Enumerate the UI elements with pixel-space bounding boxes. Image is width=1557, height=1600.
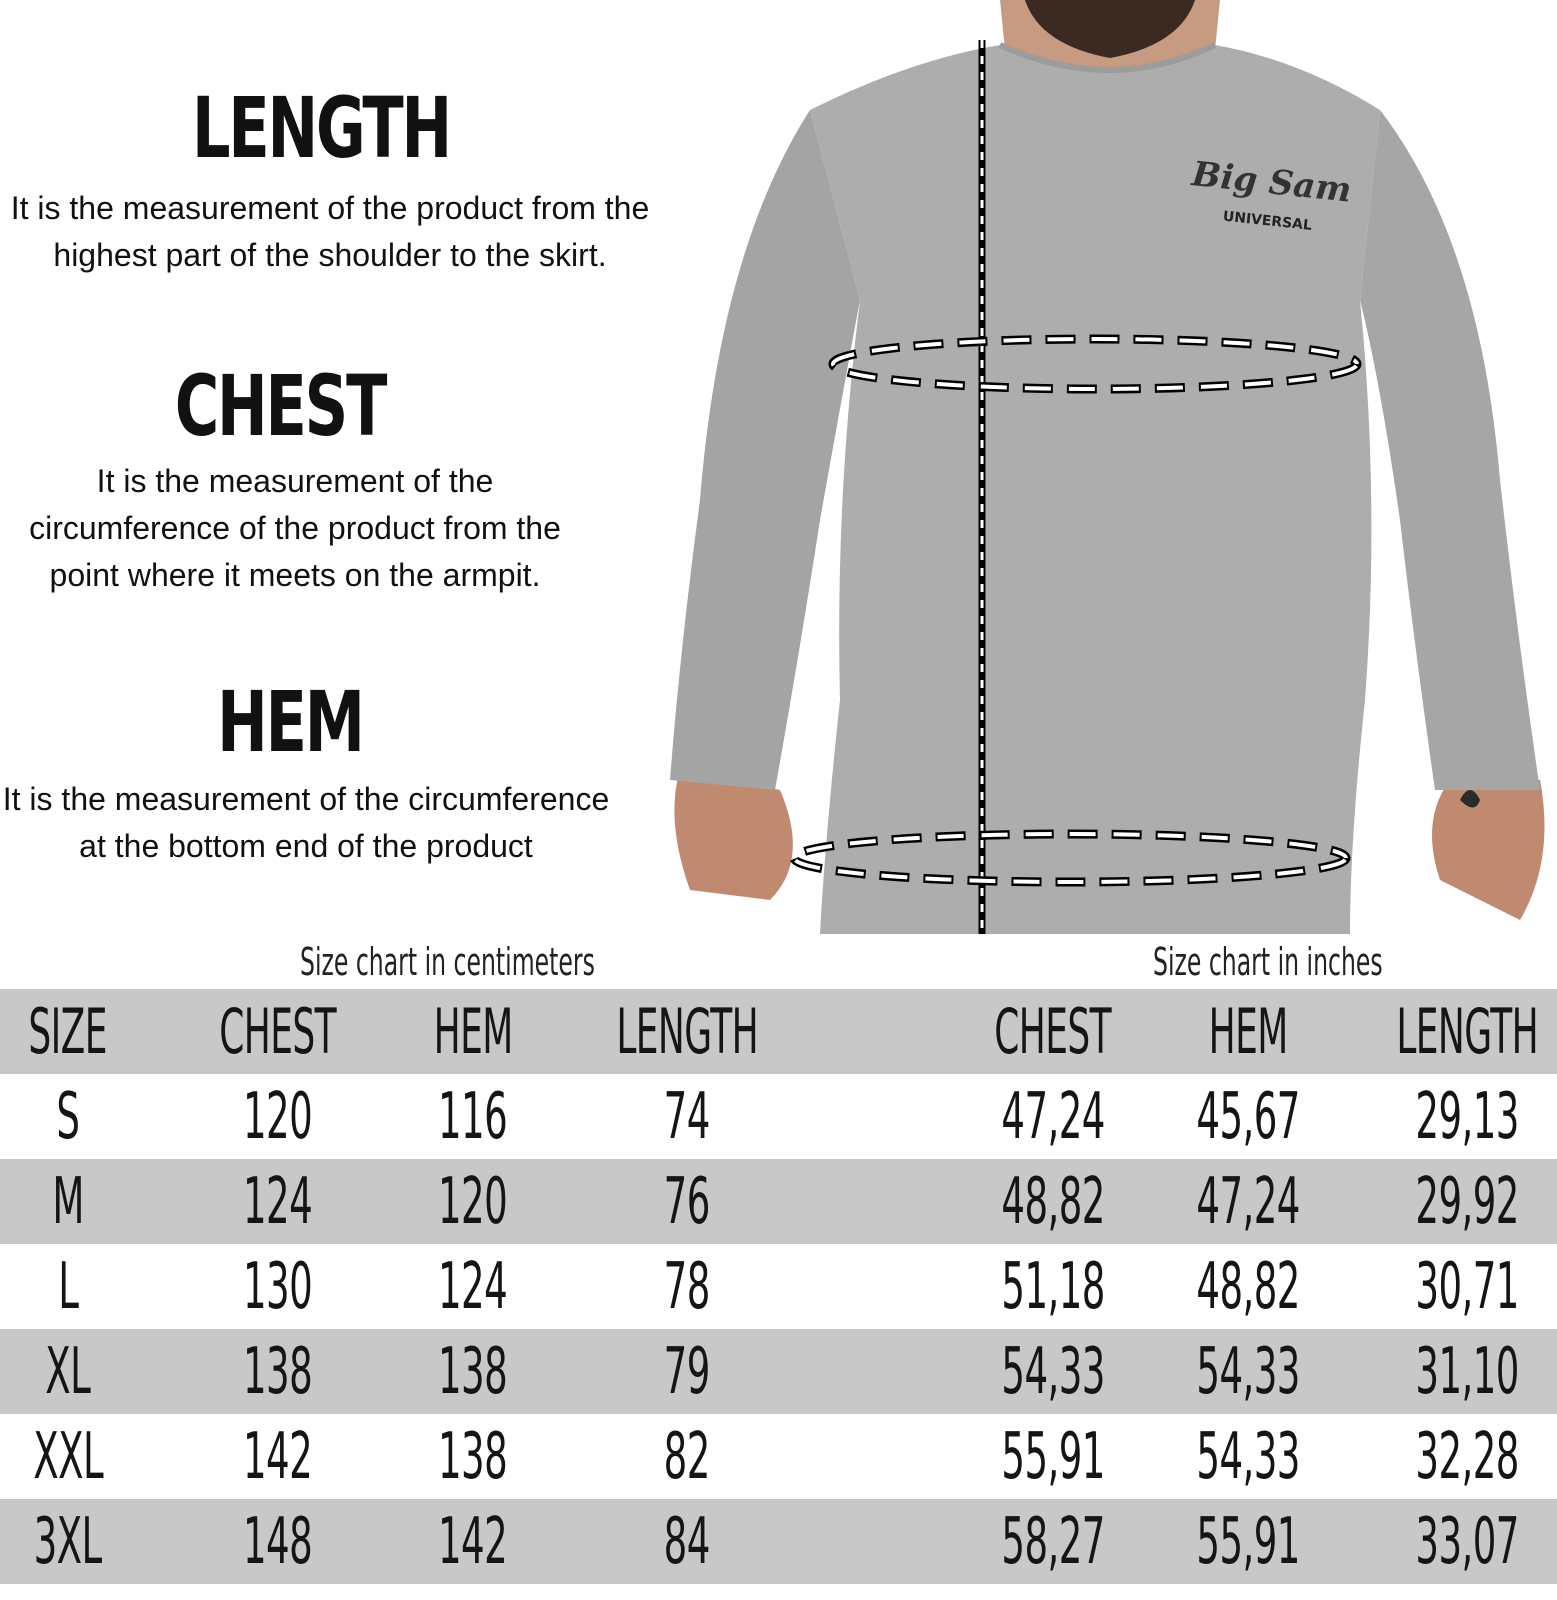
length-description-line: highest part of the shoulder to the skirt.	[53, 237, 607, 273]
cell-chest-in: 55,91	[1001, 1419, 1105, 1494]
cell-length-in: 29,92	[1415, 1164, 1519, 1239]
cell-chest-in: 48,82	[1001, 1164, 1105, 1239]
hem-description-line: It is the measurement of the circumference	[2, 781, 610, 817]
cell-hem-cm: 116	[438, 1079, 508, 1154]
cell-hem-cm: 142	[438, 1504, 508, 1579]
cell-length-cm: 78	[663, 1249, 711, 1324]
chest-description-line: It is the measurement of the	[96, 463, 494, 499]
cell-chest-cm: 120	[243, 1079, 313, 1154]
header-length-cm: LENGTH	[616, 995, 758, 1068]
cell-hem-cm: 120	[438, 1164, 508, 1239]
cell-size: S	[56, 1079, 80, 1154]
cell-chest-cm: 130	[243, 1249, 313, 1324]
table-row	[0, 1329, 1557, 1414]
chest-description-line: point where it meets on the armpit.	[49, 557, 541, 593]
left-sleeve	[670, 110, 860, 790]
header-hem-in: HEM	[1208, 995, 1288, 1068]
cell-chest-cm: 142	[243, 1419, 313, 1494]
length-title: LENGTH	[192, 79, 450, 177]
cell-chest-in: 51,18	[1001, 1249, 1105, 1324]
header-hem-cm: HEM	[433, 995, 513, 1068]
header-size: SIZE	[28, 995, 108, 1068]
cell-chest-in: 58,27	[1001, 1504, 1105, 1579]
model-right-hand	[1432, 780, 1545, 920]
cell-length-in: 32,28	[1415, 1419, 1519, 1494]
cell-hem-in: 45,67	[1196, 1079, 1300, 1154]
length-description	[0, 185, 660, 279]
table-row	[0, 1414, 1557, 1499]
cell-chest-cm: 138	[243, 1334, 313, 1409]
header-chest-cm: CHEST	[219, 995, 337, 1068]
cell-hem-cm: 138	[438, 1334, 508, 1409]
chest-description	[0, 458, 590, 599]
table-header-row	[0, 989, 1557, 1074]
cell-size: XL	[45, 1334, 91, 1409]
cell-length-cm: 74	[663, 1079, 711, 1154]
hem-title: HEM	[217, 673, 363, 771]
chest-title: CHEST	[174, 357, 386, 455]
cell-length-cm: 76	[663, 1164, 711, 1239]
cell-hem-in: 55,91	[1196, 1504, 1300, 1579]
cell-size: M	[52, 1164, 84, 1239]
right-sleeve	[1360, 110, 1540, 790]
cell-chest-cm: 124	[243, 1164, 313, 1239]
chest-description-line: circumference of the product from the	[29, 510, 561, 546]
logo-text-bottom: UNIVERSAL	[1222, 208, 1313, 234]
cell-size: 3XL	[34, 1504, 102, 1579]
model-photo	[660, 0, 1557, 934]
cell-chest-in: 47,24	[1001, 1079, 1105, 1154]
cell-length-cm: 79	[663, 1334, 711, 1409]
cell-hem-in: 47,24	[1196, 1164, 1300, 1239]
cell-hem-in: 48,82	[1196, 1249, 1300, 1324]
table-row	[0, 1159, 1557, 1244]
cell-length-in: 29,13	[1415, 1079, 1519, 1154]
length-description-line: It is the measurement of the product from the	[10, 190, 650, 226]
caption-inches: Size chart in inches	[1153, 940, 1383, 984]
cell-chest-cm: 148	[243, 1504, 313, 1579]
table-row	[0, 1499, 1557, 1584]
header-chest-in: CHEST	[994, 995, 1112, 1068]
table-row	[0, 1074, 1557, 1159]
cell-hem-in: 54,33	[1196, 1334, 1300, 1409]
table-row	[0, 1244, 1557, 1329]
cell-length-in: 31,10	[1415, 1334, 1519, 1409]
cell-length-cm: 84	[663, 1504, 711, 1579]
cell-size: XXL	[33, 1419, 103, 1494]
cell-hem-cm: 138	[438, 1419, 508, 1494]
caption-centimeters: Size chart in centimeters	[300, 940, 595, 984]
logo-text-top: Big Sam	[1190, 154, 1354, 211]
cell-length-cm: 82	[663, 1419, 711, 1494]
cell-length-in: 30,71	[1415, 1249, 1519, 1324]
header-length-in: LENGTH	[1396, 995, 1538, 1068]
cell-size: L	[57, 1249, 79, 1324]
cell-hem-in: 54,33	[1196, 1419, 1300, 1494]
cell-hem-cm: 124	[438, 1249, 508, 1324]
hem-description-line: at the bottom end of the product	[79, 828, 533, 864]
hem-description	[0, 776, 612, 870]
cell-chest-in: 54,33	[1001, 1334, 1105, 1409]
cell-length-in: 33,07	[1415, 1504, 1519, 1579]
